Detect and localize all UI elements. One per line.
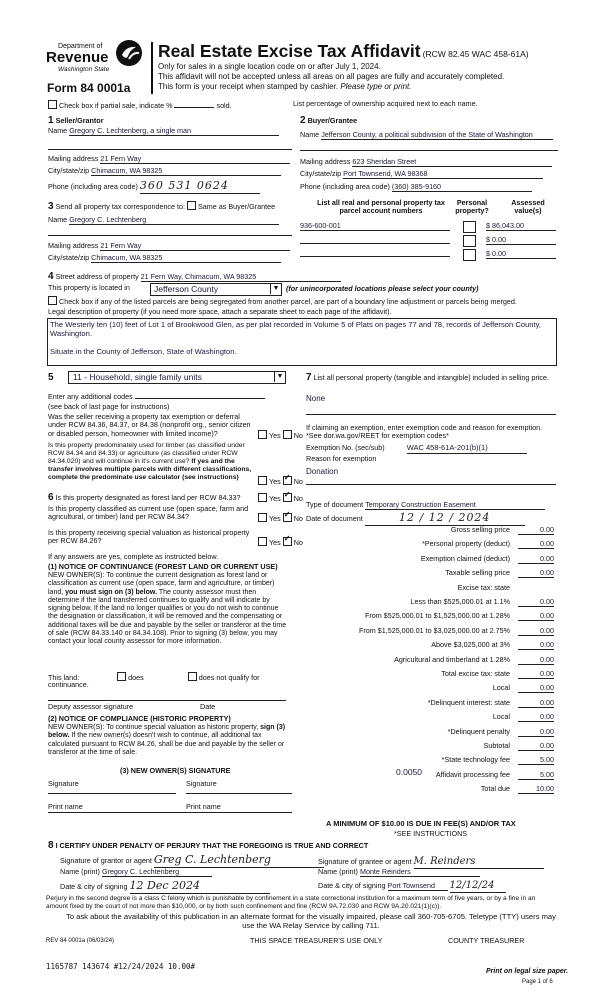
- tax-row-value[interactable]: 0.00: [518, 569, 554, 578]
- tax-row-value[interactable]: 10.00: [518, 785, 554, 794]
- current-use-no-checkbox[interactable]: [283, 513, 292, 522]
- timber-question: [48, 442, 258, 482]
- assessed-value-col-header: Assessed value(s): [511, 198, 545, 216]
- buyer-name-field[interactable]: Jefferson County, a political subdivision of the State of Washington: [321, 131, 553, 140]
- if-any-yes-note: If any answers are yes, complete as instructed below.: [48, 552, 219, 561]
- tax-row-label: Affidavit processing fee: [435, 770, 510, 779]
- exemption-question-answers: [258, 430, 303, 440]
- segregated-label: Check box if any of the listed parcels are being segregated from another parcel, are part of a boundary line adjustment or parcels being merged.: [59, 297, 517, 306]
- unincorporated-note: (for unincorporated locations please select your county): [286, 284, 479, 293]
- notice-compliance-title: (2) NOTICE OF COMPLIANCE (HISTORIC PROPERTY): [48, 714, 231, 723]
- deputy-date-label: Date: [200, 702, 216, 711]
- current-use-answers: [258, 513, 303, 523]
- buyer-name-row: [300, 131, 553, 140]
- land-does-label: does: [128, 673, 144, 682]
- same-as-buyer-label: Same as Buyer/Grantee: [198, 202, 276, 211]
- corr-city-row: [48, 254, 281, 263]
- corr-city-field[interactable]: Chimacum, WA 98325: [91, 254, 281, 263]
- personal-property-checkbox[interactable]: [463, 249, 476, 261]
- buyer-heading: [300, 115, 357, 127]
- tax-row-label: *State technology fee: [441, 755, 510, 764]
- yes-label: Yes: [269, 538, 281, 547]
- exemption-yes-checkbox[interactable]: [258, 430, 267, 439]
- tax-row-label: *Delinquent penalty: [447, 727, 510, 736]
- tax-row-value[interactable]: 0.00: [518, 627, 554, 636]
- buyer-city-label: City/state/zip: [300, 169, 342, 178]
- personal-property-checkbox[interactable]: [463, 235, 476, 247]
- exemption-number-label: Exemption No. (sec/sub): [306, 443, 385, 452]
- historic-yes-checkbox[interactable]: [258, 537, 267, 546]
- notice-continuance-text-a: NEW OWNER(S): To continue the current designation as forest land or classification as current use (open space, farm and agriculture, or timber) land,: [48, 572, 275, 596]
- treasurer-only-label: THIS SPACE TREASURER'S USE ONLY: [250, 936, 383, 945]
- grantee-signature-label: Signature of grantee or agent: [318, 857, 412, 866]
- tax-row-value[interactable]: 0.00: [518, 670, 554, 679]
- notice-compliance-text-b: sign (3) below.: [48, 724, 286, 740]
- tax-row-label: *Personal property (deduct): [422, 539, 510, 548]
- corr-name-label: Name: [48, 215, 68, 224]
- parcel-col-header: List all real and personal property tax parcel account numbers: [317, 198, 445, 216]
- seller-phone-label: Phone (including area code): [48, 182, 138, 191]
- buyer-heading-label: Buyer/Grantee: [307, 116, 358, 125]
- section-5-number: 5: [48, 372, 54, 383]
- new-owner-signature-title: (3) NEW OWNER(S) SIGNATURE: [120, 766, 231, 775]
- certify-statement: I CERTIFY UNDER PENALTY OF PERJURY THAT THE FOREGOING IS TRUE AND CORRECT: [55, 841, 369, 850]
- buyer-name-label: Name: [300, 130, 320, 139]
- additional-codes-field[interactable]: [135, 398, 265, 399]
- corr-name-line2: [48, 235, 292, 236]
- grantee-date-label: Date & city of signing: [318, 881, 386, 890]
- grantor-date-field[interactable]: 12 Dec 2024: [130, 880, 270, 894]
- grantor-signature-field[interactable]: Greg C. Lechtenberg: [154, 854, 324, 868]
- header-sub3: This form is your receipt when stamped by cashier.: [158, 82, 339, 91]
- new-owner-sig2-label: Signature: [186, 779, 217, 788]
- personal-property-list-value[interactable]: None: [306, 394, 326, 403]
- no-label: No: [293, 494, 303, 503]
- section-4-number: 4: [48, 271, 54, 282]
- notice-continuance-text-c: The county assessor must then determine if the land transferred continues to qualify and will indicate by signing below. If the land no longer qualifies or you do not wish to continue the designation or classification, it will be removed and the compensating or additional taxes will be due and payable by the seller or transferor at the time of sale (RCW 84.33.140 or 84.34.108). Prior to signing (3) below, you may contact your local county assessor for more information.: [48, 588, 287, 645]
- timber-question-answers: [258, 476, 303, 486]
- document-type-field[interactable]: Temporary Construction Easement: [365, 501, 545, 510]
- buyer-phone-row: [300, 183, 532, 192]
- buyer-name-line2: [300, 150, 558, 151]
- tax-row-label: Local: [492, 712, 510, 721]
- partial-sale-row: [48, 100, 232, 110]
- corr-city-label: City/state/zip: [48, 253, 90, 262]
- dor-emblem-icon: [114, 38, 144, 68]
- no-label: No: [293, 538, 303, 547]
- exemption-reason-label: Reason for exemption: [306, 454, 377, 463]
- county-treasurer-label: COUNTY TREASURER: [448, 936, 525, 945]
- section-6-number: 6: [48, 492, 54, 503]
- header-sub1: Only for sales in a single location code on or after July 1, 2024.: [158, 62, 381, 71]
- tax-row-value[interactable]: 0.00: [518, 713, 554, 722]
- certify-row: [48, 840, 368, 852]
- deputy-signature-label: Deputy assessor signature: [48, 702, 134, 711]
- legal-description-line1: The Westerly ten (10) feet of Lot 1 of Brookwood Glen, as per plat recorded in Volume 5 of Plats on pages 77 and 78, records of Jefferson County, Washington.: [50, 320, 541, 338]
- yes-label: Yes: [269, 477, 281, 486]
- local-rate-field[interactable]: 0.0050: [396, 767, 422, 777]
- ownership-pct-note: List percentage of ownership acquired next to each name.: [293, 99, 478, 108]
- land-use-code-value: 11 - Household, single family units: [73, 372, 202, 382]
- tax-row-label: Excise tax: state: [457, 583, 510, 592]
- grantor-signature-row: [60, 854, 324, 868]
- county-select-value: Jefferson County: [154, 284, 219, 294]
- current-use-question: Is this property classified as current use (open space, farm and agricultural, or timber) land per RCW 84.34?: [48, 504, 249, 522]
- legal-description-box[interactable]: [47, 318, 557, 366]
- corr-mail-field[interactable]: 21 Fern Way: [100, 242, 290, 251]
- document-date-field[interactable]: 12 / 12 / 2024: [365, 512, 525, 526]
- additional-codes-label: Enter any additional codes: [48, 392, 133, 401]
- notice-compliance-body: [48, 724, 293, 757]
- section-2-number: 2: [300, 115, 306, 126]
- grantee-name-label: Name (print): [318, 867, 358, 876]
- form-title: Real Estate Excise Tax Affidavit: [158, 41, 421, 61]
- buyer-city-field[interactable]: Port Townsend, WA 98368: [343, 170, 543, 179]
- notice-compliance-text-a: NEW OWNER(S): To continue special valuation as historic property,: [48, 724, 261, 731]
- grantor-signature-label: Signature of grantor or agent: [60, 856, 152, 865]
- land-does-checkbox[interactable]: [117, 672, 126, 681]
- see-instructions-note: *SEE INSTRUCTIONS: [394, 829, 468, 838]
- grantee-name-field[interactable]: Monte Reinders: [360, 868, 480, 877]
- buyer-phone-field[interactable]: (360) 385-9160: [392, 183, 532, 192]
- personal-property-col-header: Personal property?: [455, 198, 489, 216]
- forest-land-question: [48, 492, 241, 504]
- new-owner-print1-label: Print name: [48, 802, 83, 811]
- tax-row-label: Gross selling price: [450, 525, 510, 534]
- seller-city-label: City/state/zip: [48, 166, 90, 175]
- new-owner-sig1-label: Signature: [48, 779, 79, 788]
- correspondence-heading-label: Send all property tax correspondence to:: [55, 202, 186, 211]
- forest-land-answers: [258, 493, 303, 503]
- tax-row-value[interactable]: 0.00: [518, 656, 554, 665]
- tax-row-value[interactable]: 0.00: [518, 728, 554, 737]
- exemption-claim-label: If claiming an exemption, enter exemption code and reason for exemption. *See dor.wa.gov/REET for exemption codes*: [306, 423, 543, 441]
- buyer-mail-label: Mailing address: [300, 157, 351, 166]
- tax-row-value[interactable]: 0.00: [518, 540, 554, 549]
- section-3-number: 3: [48, 201, 54, 212]
- grantee-city-field[interactable]: Port Townsend: [388, 882, 448, 891]
- exemption-question: Was the seller receiving a property tax exemption or deferral under RCW 84.36, 84.37, or 84.38 (nonprofit org., senior citizen or disabled person, homeowner with limited income)?: [48, 412, 251, 438]
- chevron-down-icon[interactable]: ▼: [270, 284, 281, 294]
- seller-mail-label: Mailing address: [48, 154, 99, 163]
- header-sub3-em: Please type or print.: [340, 82, 412, 91]
- parcel-row: [300, 248, 450, 259]
- personal-property-line: [306, 414, 556, 415]
- chevron-down-icon[interactable]: ▼: [274, 372, 285, 382]
- corr-name-field[interactable]: Gregory C. Lechtenberg: [69, 216, 279, 225]
- logo-dept-line1: Department of: [58, 43, 103, 50]
- grantor-name-row: [60, 868, 212, 877]
- correspondence-heading: [48, 201, 275, 213]
- logo-dept-line2: Revenue: [46, 49, 109, 66]
- parcel-row: [300, 222, 450, 231]
- tax-row-label: Total excise tax: state: [441, 669, 510, 678]
- land-does-not-label: does not qualify for: [198, 673, 260, 682]
- tax-row-value[interactable]: 0.00: [518, 742, 554, 751]
- street-address-label: Street address of property: [55, 272, 139, 281]
- personal-property-list-label: List all personal property (tangible and intangible) included in selling price.: [313, 373, 549, 382]
- county-select[interactable]: [150, 283, 282, 296]
- buyer-city-row: [300, 170, 543, 179]
- personal-property-checkbox[interactable]: [463, 221, 476, 233]
- corr-mail-label: Mailing address: [48, 241, 99, 250]
- tax-row-label: Taxable selling price: [445, 568, 510, 577]
- header-sub2: This affidavit will not be accepted unless all areas on all pages are fully and accurately completed.: [158, 72, 505, 81]
- tax-row-label: Local: [492, 683, 510, 692]
- new-owner-sig1-line[interactable]: [48, 793, 176, 794]
- personal-property-list: [306, 372, 556, 384]
- tax-row-value[interactable]: 0.00: [518, 641, 554, 650]
- land-label: This land:: [48, 673, 80, 682]
- seller-heading-label: Seller/Grantor: [55, 116, 104, 125]
- parcel-number-field[interactable]: [300, 235, 450, 244]
- current-use-yes-checkbox[interactable]: [258, 513, 267, 522]
- continuance-label: continuance.: [48, 680, 89, 689]
- assessed-value-field[interactable]: $ 0.00: [486, 250, 556, 259]
- yes-label: Yes: [269, 514, 281, 523]
- buyer-phone-label: Phone (including area code): [300, 182, 390, 191]
- tax-row-value[interactable]: 0.00: [518, 699, 554, 708]
- additional-codes-note: (see back of last page for instructions): [48, 402, 170, 411]
- revision-label: REV 84 0001a (06/03/24): [46, 938, 115, 944]
- additional-codes-row: [48, 393, 265, 401]
- segregated-checkbox[interactable]: [48, 296, 57, 305]
- forest-land-question-text: Is this property designated as forest land per RCW 84.33?: [55, 493, 241, 502]
- exemption-reason-field[interactable]: Donation: [306, 467, 339, 476]
- perjury-notice: Perjury in the second degree is a class C felony which is punishable by confinement in a state correctional institution for a maximum term of five years, or by a fine in an amount fixed by the court of not more than $10,000, or by both such confinement and fine (RCW 9A.72.030 and RCW 9A.20.021(1)(c)).: [46, 895, 536, 910]
- form-title-ref: (RCW 82.45 WAC 458-61A): [422, 49, 529, 59]
- buyer-mail-row: [300, 158, 552, 167]
- header-divider: [151, 42, 153, 94]
- same-as-buyer-checkbox[interactable]: [187, 201, 196, 210]
- seller-phone-row: [48, 180, 260, 194]
- new-owner-sig2-line[interactable]: [186, 793, 292, 794]
- no-label: No: [293, 477, 303, 486]
- tax-row-value[interactable]: 0.00: [518, 526, 554, 535]
- partial-sale-label: Check box if partial sale, indicate %: [59, 101, 173, 110]
- grantor-name-field[interactable]: Gregory C. Lechtenberg: [102, 868, 212, 877]
- exemption-no-checkbox[interactable]: [283, 430, 292, 439]
- section-7-number: 7: [306, 372, 312, 383]
- notice-compliance-text-c: If the new owner(s) doesn't wish to continue, all additional tax calculated pursuant to RCW 84.26, shall be due and payable by the seller or transferor at the time of sale.: [48, 732, 285, 756]
- tax-row-label: Agricultural and timberland at 1.28%: [394, 655, 510, 664]
- grantee-name-row: [318, 868, 480, 877]
- yes-label: Yes: [269, 431, 281, 440]
- form-number: Form 84 0001a: [47, 81, 131, 95]
- partial-sale-percent-field[interactable]: [174, 107, 214, 108]
- seller-name-row: [48, 127, 290, 136]
- grantee-date-row: [318, 880, 506, 893]
- grantor-name-label: Name (print): [60, 867, 100, 876]
- seller-mail-field[interactable]: 21 Fern Way: [100, 155, 290, 164]
- tax-row-value[interactable]: 5.00: [518, 771, 554, 780]
- tax-row-label: Subtotal: [483, 741, 510, 750]
- land-does-not-checkbox[interactable]: [188, 672, 197, 681]
- document-date-row: [306, 512, 525, 526]
- buyer-mail-field[interactable]: 623 Sheridan Street: [352, 158, 552, 167]
- grantee-date-field[interactable]: 12/12/24: [450, 880, 506, 893]
- corr-name-row: [48, 216, 279, 225]
- street-address-field[interactable]: 21 Fern Way, Chimacum, WA 98325: [141, 273, 341, 282]
- assessed-value-field[interactable]: $ 86,043.00: [486, 222, 556, 231]
- deputy-signature-line: [48, 700, 286, 701]
- exemption-number-field[interactable]: WAC 458-61A-201(b)(1): [407, 444, 527, 454]
- no-label: No: [293, 514, 303, 523]
- parcel-number-field[interactable]: [300, 248, 450, 257]
- seller-city-row: [48, 167, 281, 176]
- forest-no-checkbox[interactable]: [283, 493, 292, 502]
- tax-row-value[interactable]: 0.00: [518, 555, 554, 564]
- forest-yes-checkbox[interactable]: [258, 493, 267, 502]
- seller-phone-field[interactable]: 360 531 0624: [140, 180, 260, 194]
- timber-question-note: If yes and the transfer involves multiple parcels with different classifications, complete the predominate use calculator (see instructions): [48, 458, 252, 482]
- partial-sale-checkbox[interactable]: [48, 100, 57, 109]
- grantee-signature-field[interactable]: M. Reinders: [414, 856, 544, 869]
- grantor-date-row: [60, 880, 270, 894]
- form-title-row: [158, 41, 529, 62]
- tax-row-value[interactable]: 0.00: [518, 684, 554, 693]
- logo-dept-line3: Washington State: [58, 66, 110, 73]
- section-1-number: 1: [48, 115, 54, 126]
- location-row: [48, 284, 130, 292]
- tax-row-value[interactable]: 5.00: [518, 756, 554, 765]
- tax-row-label: *Delinquent interest: state: [427, 698, 510, 707]
- new-owner-print-line: [48, 812, 292, 813]
- location-label: This property is located in: [48, 283, 130, 292]
- tax-row-value[interactable]: 0.00: [518, 612, 554, 621]
- tax-row-label: Less than $525,000.01 at 1.1%: [410, 597, 510, 606]
- seller-name-line2: [48, 149, 292, 150]
- tax-row-label: Total due: [480, 784, 510, 793]
- timber-no-checkbox[interactable]: [283, 476, 292, 485]
- segregated-row: [48, 296, 517, 306]
- document-type-label: Type of document: [306, 500, 364, 509]
- historic-answers: [258, 537, 303, 547]
- tax-row-label: From $525,000.01 to $1,525,000.00 at 1.28%: [364, 611, 510, 620]
- legal-description-line2: Situate in the County of Jefferson, State of Washington.: [50, 347, 237, 356]
- assessed-value-field[interactable]: $ 0.00: [486, 236, 556, 245]
- receipt-stamp: 1165787 143674 #12/24/2024 10.00#: [46, 962, 196, 971]
- alternate-format-notice: To ask about the availability of this publication in an alternate format for the visually impaired, please call 360-705-6705. Teletype (TTY) users may use the WA Relay Service by calling 711.: [66, 912, 556, 930]
- yes-label: Yes: [269, 494, 281, 503]
- minimum-due-notice: A MINIMUM OF $10.00 IS DUE IN FEE(S) AND/OR TAX: [326, 819, 516, 828]
- parcel-row: [300, 235, 450, 246]
- tax-row-label: Exemption claimed (deduct): [420, 554, 510, 563]
- page-number: Page 1 of 6: [522, 979, 553, 985]
- seller-name-field[interactable]: Gregory C. Lechtenberg, a single man: [69, 127, 279, 136]
- legal-description-label: Legal description of property (if you need more space, attach a separate sheet to each page of the affidavit).: [48, 307, 392, 316]
- historic-question: Is this property receiving special valuation as historical property per RCW 84.26?: [48, 528, 250, 546]
- historic-no-checkbox[interactable]: [283, 537, 292, 546]
- seller-mail-row: [48, 155, 290, 164]
- no-label: No: [293, 431, 303, 440]
- grantor-date-label: Date & city of signing: [60, 882, 128, 891]
- land-use-code-select[interactable]: [68, 371, 286, 384]
- tax-row-value[interactable]: 0.00: [518, 598, 554, 607]
- legal-paper-note: Print on legal size paper.: [486, 968, 569, 975]
- timber-yes-checkbox[interactable]: [258, 476, 267, 485]
- seller-name-label: Name: [48, 126, 68, 135]
- notice-continuance-body: [48, 572, 288, 646]
- corr-mail-row: [48, 242, 290, 251]
- partial-sale-sold: sold.: [216, 101, 232, 110]
- document-date-label: Date of document: [306, 514, 363, 523]
- new-owner-print2-label: Print name: [186, 802, 221, 811]
- header-sub3-row: [158, 82, 411, 91]
- tax-row-label: Above $3,025,000 at 3%: [431, 640, 510, 649]
- tax-row-label: From $1,525,000.01 to $3,025,000.00 at 2.75%: [358, 626, 510, 635]
- exemption-reason-line: [306, 484, 556, 485]
- document-type-row: [306, 501, 545, 510]
- seller-city-field[interactable]: Chimacum, WA 98325: [91, 167, 281, 176]
- timber-question-text: Is this property predominately used for timber (as classified under RCW 84.34 and 84.33) or agriculture (as classified under RCW 84.34.020) and will continue in it's current use?: [48, 442, 245, 466]
- notice-continuance-text-b: you must sign on (3) below.: [65, 588, 158, 596]
- exemption-number-row: [306, 444, 527, 454]
- street-address-row: [48, 271, 341, 283]
- parcel-number-field[interactable]: 936-600-001: [300, 222, 450, 231]
- notice-continuance-title: (1) NOTICE OF CONTINUANCE (FOREST LAND OR CURRENT USE): [48, 562, 278, 571]
- section-8-number: 8: [48, 840, 54, 851]
